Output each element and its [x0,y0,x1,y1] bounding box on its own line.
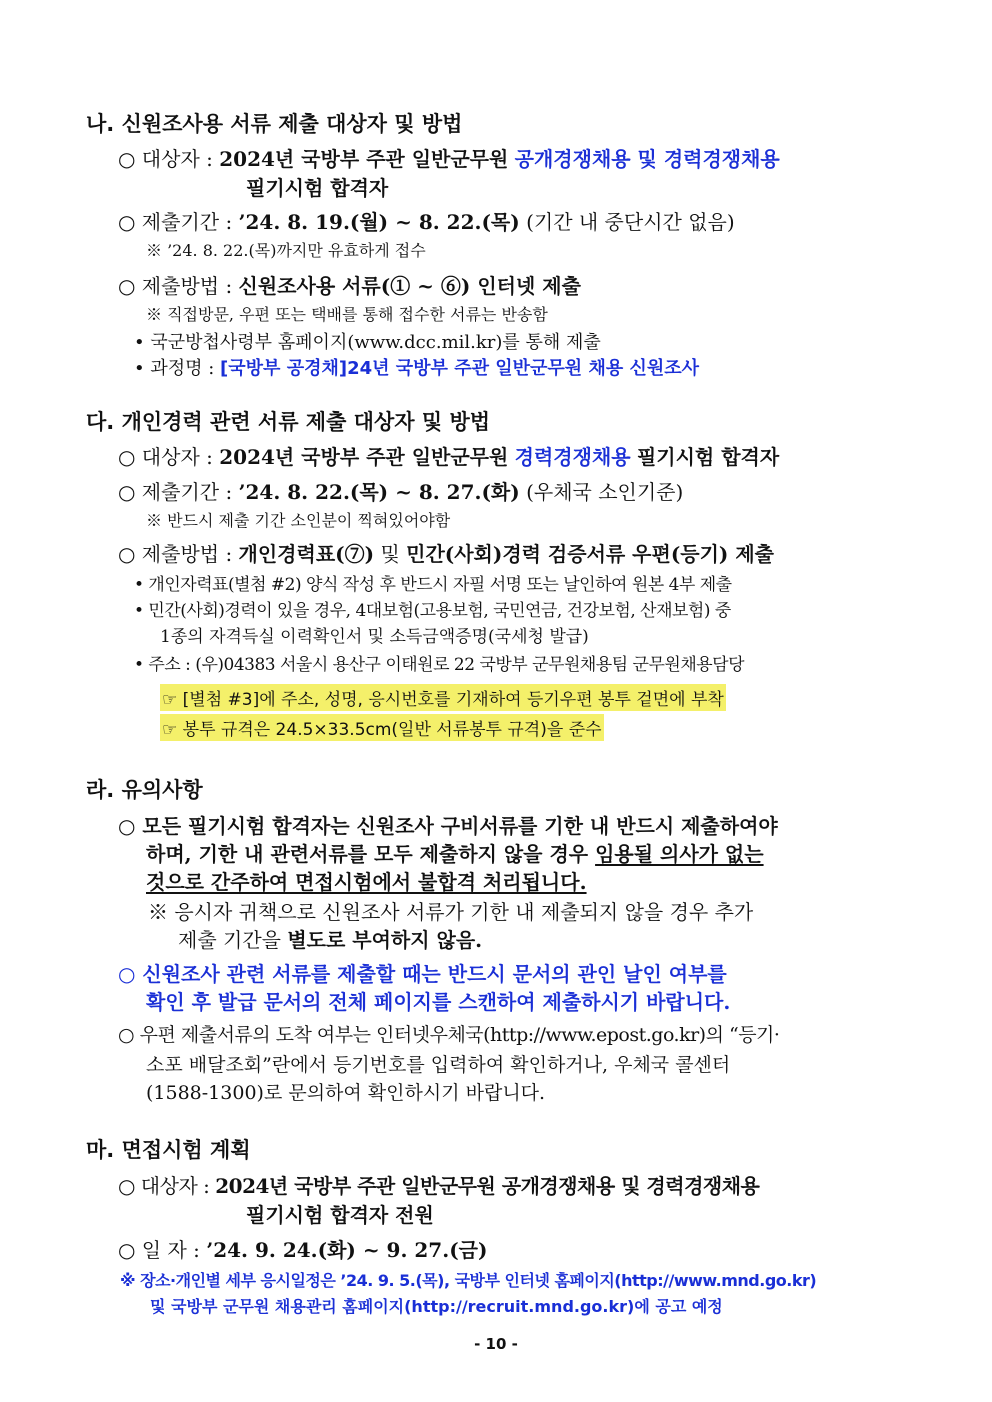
target-blue: 경력경쟁채용 [514,445,631,469]
label: ○ 대상자 : [118,445,213,469]
label: ○ 일 자 : [118,1238,200,1262]
label: ○ 제출방법 : [118,542,233,566]
section-da-period-note: ※ 반드시 제출 기간 소인분이 찍혀있어야함 [146,511,451,530]
section-da-method [118,538,774,567]
method-value: 신원조사용 서류(① ~ ⑥) 인터넷 제출 [238,274,581,298]
section-na-bullet-2 [134,354,699,380]
period-value: ’24. 8. 19.(월) ~ 8. 22.(목) [238,210,520,234]
section-ra-note-line-2 [178,924,482,953]
section-da-bullet-3: • 주소 : (우)04383 서울시 용산구 이태원로 22 국방부 군무원채용팀 군무원채용담당 [134,655,745,675]
note-line-2b: 별도로 부여하지 않음. [287,928,483,952]
section-da-bullet-2-line-2: 1종의 자격득실 이력확인서 및 소득금액증명(국세청 발급) [160,627,589,647]
label: ○ 제출기간 : [118,210,233,234]
section-ra-heading: 라. 유의사항 [86,778,203,802]
section-ma-date [118,1234,487,1263]
section-na-bullet-1: • 국군방첩사령부 홈페이지(www.dcc.mil.kr)를 통해 제출 [134,332,601,353]
method-value-2: 민간(사회)경력 검증서류 우편(등기) 제출 [406,542,774,566]
period-note: (기간 내 중단시간 없음) [526,210,735,234]
note-line-2a: 제출 기간을 [178,928,281,952]
section-da-target [118,441,779,470]
section-na-method [118,270,581,299]
section-na-target [118,143,780,172]
p1-line-2a: 하며, 기한 내 관련서류를 모두 제출하지 않을 경우 [146,842,589,866]
section-ra-p2-line-1: ○ 신원조사 관련 서류를 제출할 때는 반드시 문서의 관인 날인 여부를 [118,962,727,986]
label: ○ 대상자 : [118,147,213,171]
section-ma-note-line-1: ※ 장소·개인별 세부 응시일정은 ’24. 9. 5.(목), 국방부 인터넷 홈페이지(http://www.mnd.go.kr) [120,1271,817,1290]
section-na-target-line2: 필기시험 합격자 [246,176,389,200]
section-ma-target-line-2: 필기시험 합격자 전원 [246,1203,434,1227]
target-line-1: 2024년 국방부 주관 일반군무원 공개경쟁채용 및 경력경쟁채용 [215,1174,760,1198]
section-ra-p3-line-1: ○ 우편 제출서류의 도착 여부는 인터넷우체국(http://www.epost.go.kr)의 “등기· [118,1024,780,1046]
date-value: ’24. 9. 24.(화) ~ 9. 27.(금) [206,1238,488,1262]
section-ra-p2-line-2: 확인 후 발급 문서의 전체 페이지를 스캔하여 제출하시기 바랍니다. [146,990,731,1014]
section-ma-target [118,1170,759,1199]
section-da-bullet-2-line-1: • 민간(사회)경력이 있을 경우, 4대보험(고용보험, 국민연금, 건강보험, 산재보험) 중 [134,601,731,621]
period-note: (우체국 소인기준) [526,480,684,504]
target-tail: 필기시험 합격자 [636,445,780,469]
method-mid: 및 [380,542,400,566]
target-blue: 공개경쟁채용 및 경력경쟁채용 [514,147,780,171]
label: ○ 제출기간 : [118,480,233,504]
section-ma-note-line-2: 및 국방부 군무원 채용관리 홈페이지(http://recruit.mnd.go.kr)에 공고 예정 [150,1297,723,1316]
target-text: 2024년 국방부 주관 일반군무원 [219,147,509,171]
section-ra-p3-line-3: (1588-1300)로 문의하여 확인하시기 바랍니다. [146,1082,546,1104]
section-ra-p1-line-1: ○ 모든 필기시험 합격자는 신원조사 구비서류를 기한 내 반드시 제출하여야 [118,814,778,838]
section-ra-p3-line-2: 소포 배달조회”란에서 등기번호를 입력하여 확인하거나, 우체국 콜센터 [146,1054,731,1076]
section-ra-note-line-1: ※ 응시자 귀책으로 신원조사 서류가 기한 내 제출되지 않을 경우 추가 [148,900,754,924]
p1-line-2b: 임용될 의사가 없는 [595,842,764,866]
section-na-period-note: ※ ’24. 8. 22.(목)까지만 유효하게 접수 [146,241,426,260]
section-da-bullet-1: • 개인자력표(별첨 #2) 양식 작성 후 반드시 자필 서명 또는 날인하여 원본 4부 제출 [134,575,732,595]
target-text: 2024년 국방부 주관 일반군무원 [219,445,509,469]
section-ma-heading: 마. 면접시험 계획 [86,1138,251,1162]
section-da-highlight-2: ☞ 봉투 규격은 24.5×33.5cm(일반 서류봉투 규격)을 준수 [160,714,604,741]
section-da-heading: 다. 개인경력 관련 서류 제출 대상자 및 방법 [86,410,491,434]
label: • 과정명 : [134,358,215,379]
course-name: [국방부 공경채]24년 국방부 주관 일반군무원 채용 신원조사 [220,358,700,379]
section-ra-p1-line-3: 것으로 간주하여 면접시험에서 불합격 처리됩니다. [146,870,587,894]
label: ○ 대상자 : [118,1174,210,1198]
section-na-method-note: ※ 직접방문, 우편 또는 택배를 통해 접수한 서류는 반송함 [146,305,548,324]
section-na-heading: 나. 신원조사용 서류 제출 대상자 및 방법 [86,112,463,136]
section-da-highlight-1: ☞ [별첨 #3]에 주소, 성명, 응시번호를 기재하여 등기우편 봉투 겉면에 부착 [160,684,726,711]
label: ○ 제출방법 : [118,274,233,298]
section-ra-p1-line-2 [146,838,764,867]
period-value: ’24. 8. 22.(목) ~ 8. 27.(화) [238,480,520,504]
method-value-1: 개인경력표(⑦) [238,542,375,566]
section-da-period [118,476,683,505]
page-number: - 10 - [474,1335,518,1353]
section-na-period [118,206,735,235]
